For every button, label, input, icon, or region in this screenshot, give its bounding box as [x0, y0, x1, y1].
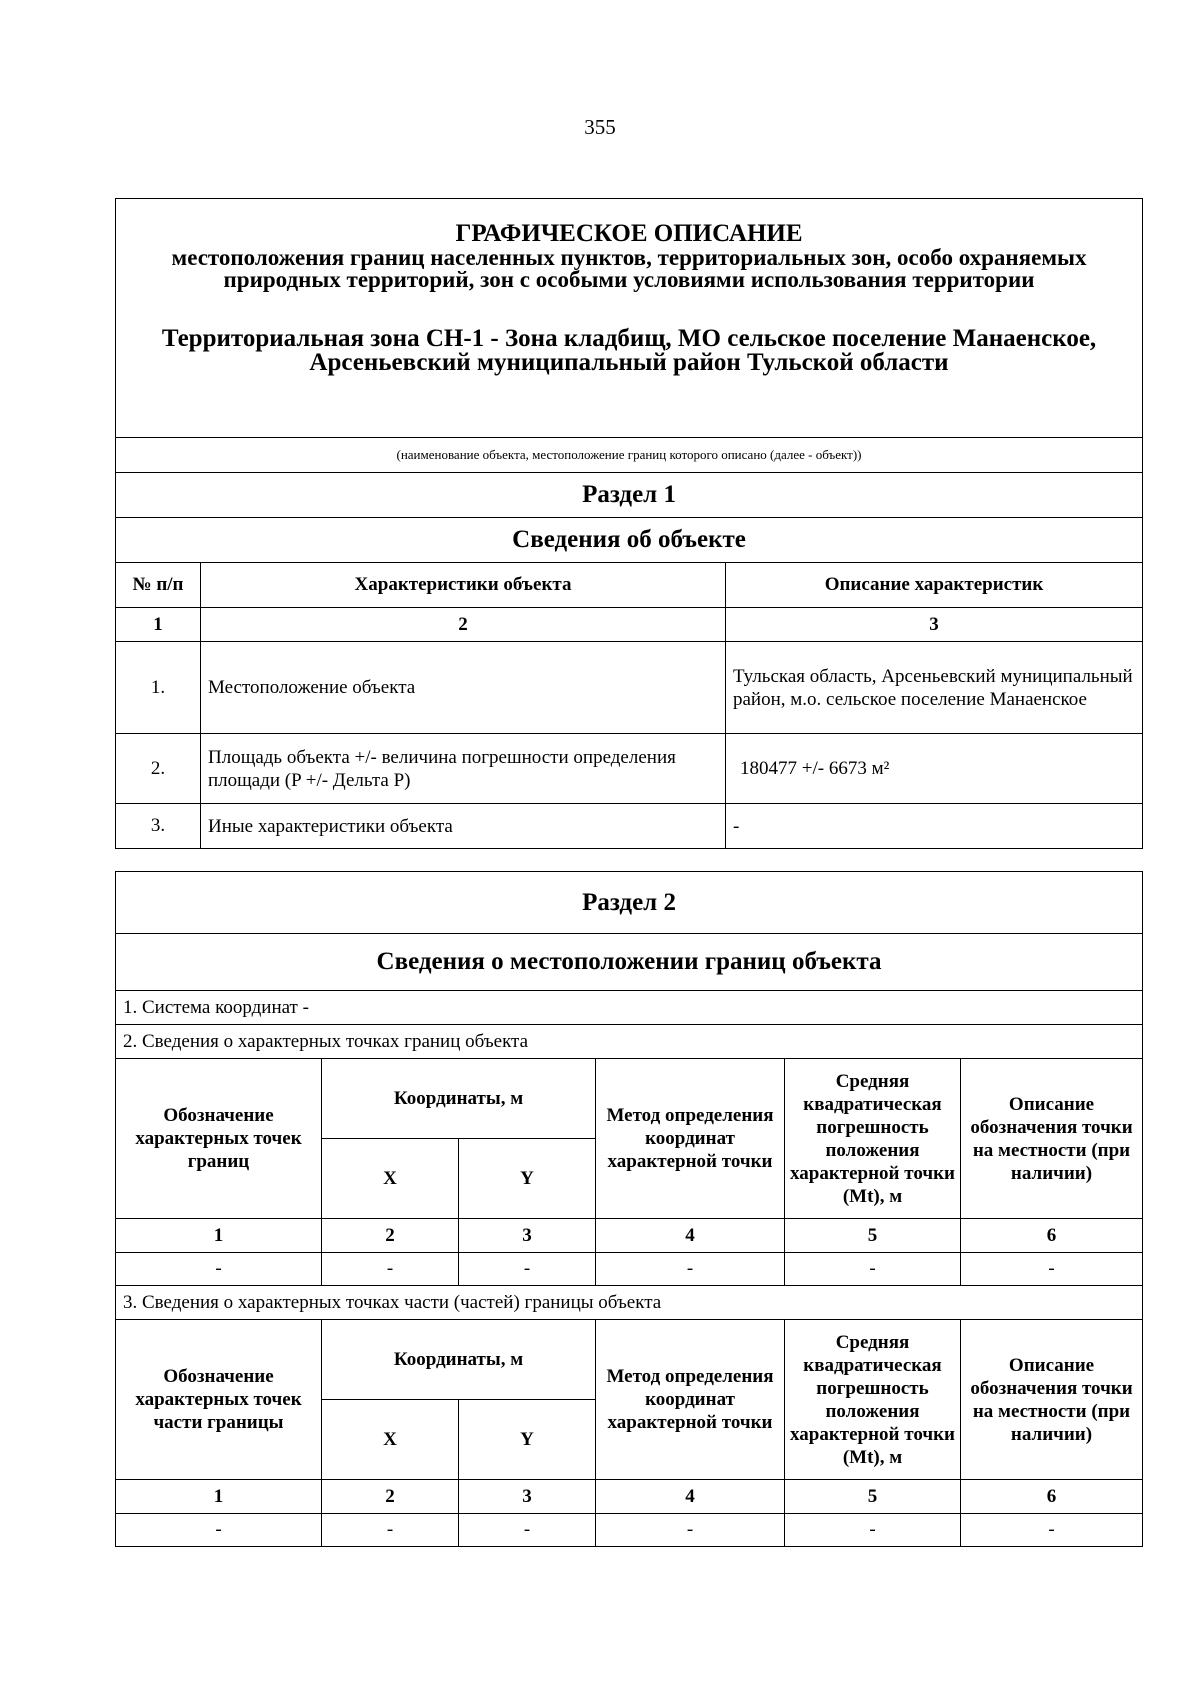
column-number: 2: [322, 1219, 459, 1253]
column-number: 6: [961, 1219, 1143, 1253]
document-title: ГРАФИЧЕСКОЕ ОПИСАНИЕ: [455, 220, 803, 247]
column-header: Описание характеристик: [726, 563, 1143, 608]
column-number: 4: [596, 1480, 785, 1514]
column-number: 5: [785, 1219, 961, 1253]
table-row: [116, 1514, 1143, 1547]
table-cell: -: [459, 1514, 596, 1547]
column-number: 4: [596, 1219, 785, 1253]
coords-header: Координаты, м: [322, 1320, 596, 1400]
column-number: 1: [116, 608, 201, 642]
coordinate-system: 1. Система координат -: [116, 991, 1143, 1025]
table-row: [116, 804, 1143, 849]
row-number: 1.: [116, 642, 201, 734]
column-number: 3: [459, 1480, 596, 1514]
column-number: 5: [785, 1480, 961, 1514]
header-cell: [116, 199, 1143, 438]
description-header: Описание обозначения точки на местности (при наличии): [961, 1059, 1143, 1219]
column-number: 2: [322, 1480, 459, 1514]
points-section-title: 2. Сведения о характерных точках границ объекта: [116, 1025, 1143, 1059]
y-header: Y: [459, 1400, 596, 1480]
table-row: [116, 642, 1143, 734]
column-header: № п/п: [116, 563, 201, 608]
column-header: Характеристики объекта: [201, 563, 726, 608]
x-header: X: [322, 1139, 459, 1219]
row-characteristic: Площадь объекта +/- величина погрешности определения площади (P +/- Дельта P): [201, 734, 726, 804]
point-label-header: Обозначение характерных точек границ: [116, 1059, 322, 1219]
parts-section-title: 3. Сведения о характерных точках части (частей) границы объекта: [116, 1286, 1143, 1320]
table-cell: -: [116, 1514, 322, 1547]
error-header: Средняя квадратическая погрешность положения характерной точки (Mt), м: [785, 1320, 961, 1480]
section2-title: Раздел 2: [116, 872, 1143, 934]
method-header: Метод определения координат характерной точки: [596, 1059, 785, 1219]
table-cell: -: [596, 1253, 785, 1286]
table-cell: -: [459, 1253, 596, 1286]
object-note: (наименование объекта, местоположение границ которого описано (далее - объект)): [116, 438, 1143, 473]
table-cell: -: [785, 1514, 961, 1547]
column-number: 1: [116, 1480, 322, 1514]
error-header: Средняя квадратическая погрешность положения характерной точки (Mt), м: [785, 1059, 961, 1219]
section1-title: Раздел 1: [116, 473, 1143, 518]
table-row: [116, 734, 1143, 804]
section1-subtitle: Сведения об объекте: [116, 518, 1143, 563]
part-point-label-header: Обозначение характерных точек части границы: [116, 1320, 322, 1480]
column-number: 6: [961, 1480, 1143, 1514]
section1-table: [115, 198, 1143, 849]
table-cell: -: [785, 1253, 961, 1286]
table-cell: -: [116, 1253, 322, 1286]
row-characteristic: Иные характеристики объекта: [201, 804, 726, 849]
table-cell: -: [322, 1253, 459, 1286]
document-subtitle: местоположения границ населенных пунктов, территориальных зон, особо охраняемых природных территорий, зон с особыми условиями использования территории: [171, 245, 1087, 292]
y-header: Y: [459, 1139, 596, 1219]
object-name: Территориальная зона СН-1 - Зона кладбищ, МО сельское поселение Манаенское, Арсеньевский муниципальный район Тульской области: [161, 325, 1097, 376]
column-number: 1: [116, 1219, 322, 1253]
page-number: 355: [584, 115, 616, 139]
row-number: 3.: [116, 804, 201, 849]
row-description: Тульская область, Арсеньевский муниципальный район, м.о. сельское поселение Манаенское: [726, 642, 1143, 734]
row-number: 2.: [116, 734, 201, 804]
table-cell: -: [596, 1514, 785, 1547]
x-header: X: [322, 1400, 459, 1480]
table-cell: -: [961, 1514, 1143, 1547]
table-cell: -: [322, 1514, 459, 1547]
row-description: -: [726, 804, 1143, 849]
section2-table: [115, 871, 1143, 1547]
row-description: 180477 +/- 6673 м²: [726, 734, 1143, 804]
column-number: 2: [201, 608, 726, 642]
table-cell: -: [961, 1253, 1143, 1286]
section2-subtitle: Сведения о местоположении границ объекта: [116, 934, 1143, 991]
method-header: Метод определения координат характерной точки: [596, 1320, 785, 1480]
row-characteristic: Местоположение объекта: [201, 642, 726, 734]
table-row: [116, 1253, 1143, 1286]
column-number: 3: [459, 1219, 596, 1253]
column-number: 3: [726, 608, 1143, 642]
coords-header: Координаты, м: [322, 1059, 596, 1139]
description-header: Описание обозначения точки на местности (при наличии): [961, 1320, 1143, 1480]
